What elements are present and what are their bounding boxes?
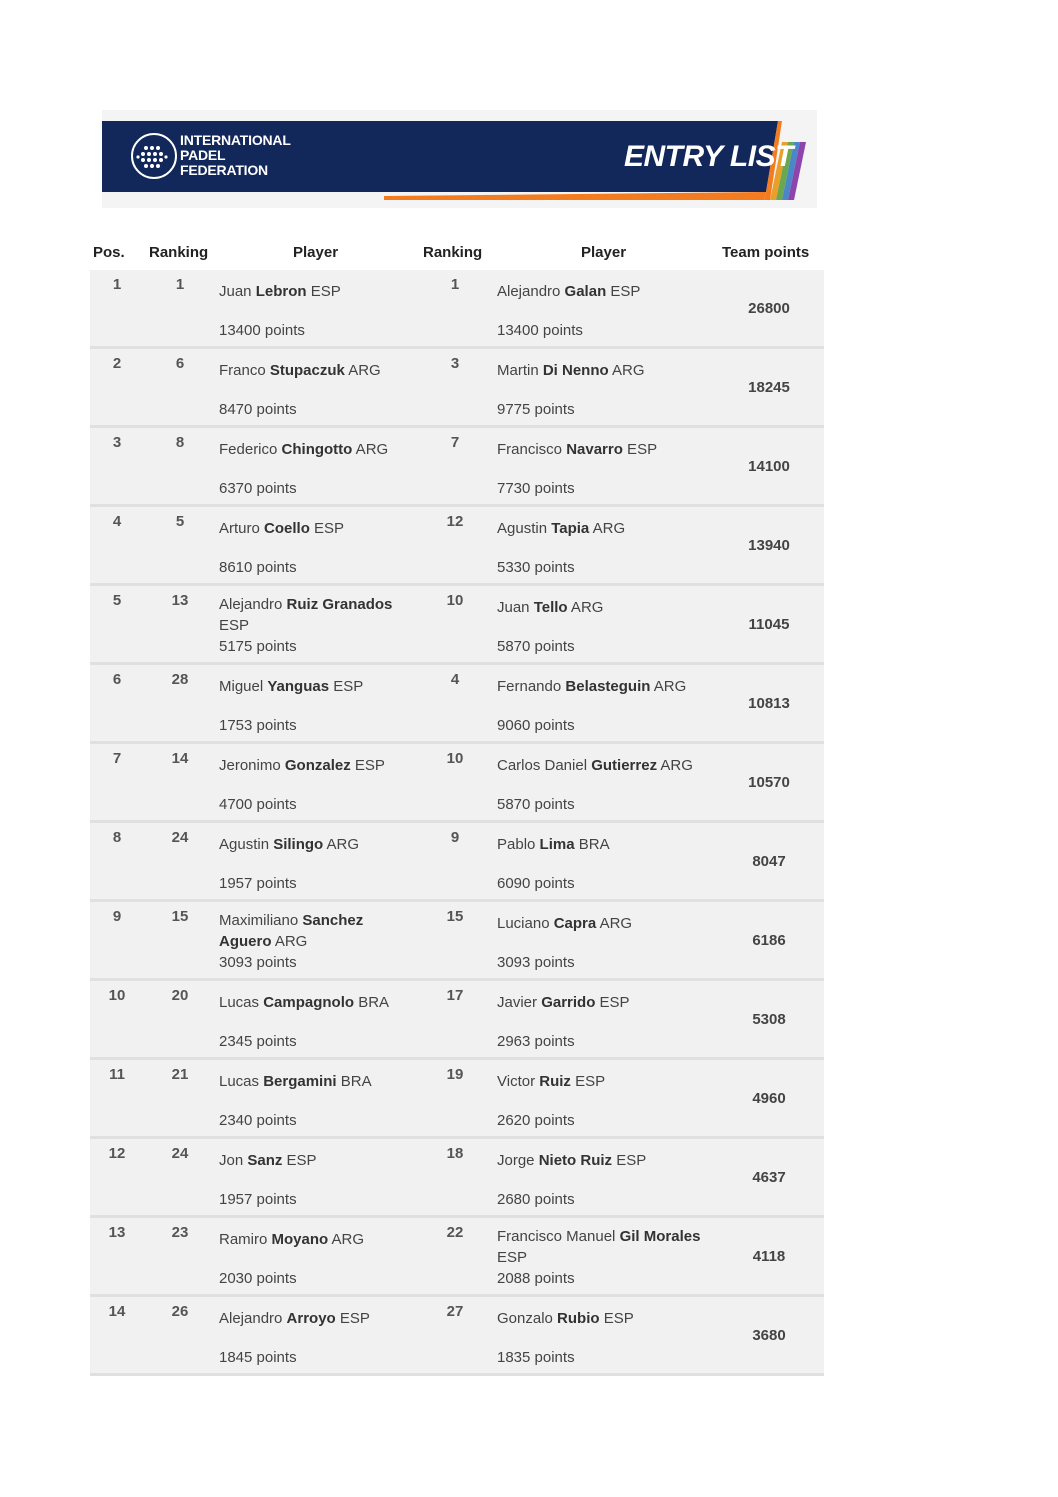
table-row	[90, 1218, 824, 1297]
table-row	[90, 744, 824, 823]
table-row	[90, 270, 824, 349]
player-2-country: ARG	[650, 678, 687, 695]
player-2-last-name: Galan	[564, 283, 607, 300]
ranking-2-cell: 10	[446, 750, 464, 767]
player-2-points: 5870 points	[497, 796, 575, 813]
team-points-cell: 18245	[748, 379, 790, 396]
player-2-first-name: Alejandro	[497, 283, 565, 300]
player-1-points: 4700 points	[219, 796, 297, 813]
player-2-country: ESP	[622, 441, 658, 458]
player-1-last-name: Yanguas	[267, 678, 330, 695]
player-1-country: ESP	[282, 1152, 317, 1169]
ranking-2-cell: 9	[450, 829, 460, 846]
player-2-points: 9060 points	[497, 717, 575, 734]
player-2-first-name: Francisco	[497, 441, 567, 458]
player-2-last-name: Garrido	[541, 994, 596, 1011]
table-row	[90, 823, 824, 902]
player-2-name	[497, 1309, 717, 1329]
ranking-1-cell: 14	[171, 750, 189, 767]
player-1-country: ARG	[323, 836, 360, 853]
player-2-first-name: Francisco Manuel	[497, 1228, 620, 1245]
player-1-points: 1845 points	[219, 1349, 297, 1366]
team-points-cell: 6186	[752, 932, 786, 949]
player-1-country: ESP	[306, 283, 341, 300]
player-2-name	[497, 677, 717, 697]
ranking-1-cell: 1	[175, 276, 185, 293]
player-1-points: 1957 points	[219, 1191, 297, 1208]
table-row	[90, 1139, 824, 1218]
player-2-country: ARG	[589, 520, 626, 537]
logo-line-2: PADEL	[180, 147, 226, 163]
player-2-last-name: Navarro	[566, 441, 623, 458]
player-1-name	[219, 993, 399, 1013]
player-2-name	[497, 282, 717, 302]
team-points-cell: 26800	[748, 300, 790, 317]
ranking-2-cell: 27	[446, 1303, 464, 1320]
pos-cell: 12	[108, 1145, 126, 1162]
ranking-1-cell: 28	[171, 671, 189, 688]
player-2-name	[497, 1151, 717, 1171]
ranking-1-cell: 5	[175, 513, 185, 530]
ranking-1-cell: 24	[171, 829, 189, 846]
player-2-first-name: Pablo	[497, 836, 540, 853]
ranking-1-cell: 23	[171, 1224, 189, 1241]
player-2-points: 2963 points	[497, 1033, 575, 1050]
table-row	[90, 507, 824, 586]
pos-cell: 4	[112, 513, 122, 530]
player-1-points: 2340 points	[219, 1112, 297, 1129]
table-row	[90, 981, 824, 1060]
ranking-1-cell: 13	[171, 592, 189, 609]
player-2-name	[497, 598, 717, 618]
player-2-country: ESP	[606, 283, 641, 300]
team-points-cell: 10813	[748, 695, 790, 712]
pos-cell: 2	[112, 355, 122, 372]
player-1-last-name: Chingotto	[281, 441, 353, 458]
ranking-2-cell: 10	[446, 592, 464, 609]
player-1-last-name: Sanchez Aguero	[219, 912, 364, 950]
pos-cell: 1	[112, 276, 122, 293]
player-2-points: 2680 points	[497, 1191, 575, 1208]
player-2-last-name: Gil Morales	[619, 1228, 701, 1245]
player-1-points: 8610 points	[219, 559, 297, 576]
table-row	[90, 902, 824, 981]
player-1-first-name: Lucas	[219, 994, 264, 1011]
header-player-2: Player	[581, 244, 627, 261]
player-1-country: BRA	[354, 994, 390, 1011]
player-1-points: 2345 points	[219, 1033, 297, 1050]
player-2-name	[497, 440, 717, 460]
player-1-first-name: Federico	[219, 441, 282, 458]
player-2-country: BRA	[574, 836, 610, 853]
player-1-first-name: Maximiliano	[219, 912, 303, 929]
player-1-last-name: Ruiz Granados	[286, 596, 393, 613]
player-1-last-name: Lebron	[255, 283, 307, 300]
player-1-points: 13400 points	[219, 322, 305, 339]
ranking-1-cell: 20	[171, 987, 189, 1004]
player-2-last-name: Di Nenno	[542, 362, 609, 379]
player-2-name	[497, 914, 717, 934]
player-2-first-name: Jorge	[497, 1152, 539, 1169]
ranking-2-cell: 12	[446, 513, 464, 530]
team-points-cell: 5308	[752, 1011, 786, 1028]
entry-list-banner	[102, 110, 817, 208]
player-2-name	[497, 519, 717, 539]
player-2-last-name: Lima	[539, 836, 575, 853]
player-2-last-name: Tello	[533, 599, 568, 616]
player-1-name	[219, 1072, 399, 1092]
player-2-points: 2620 points	[497, 1112, 575, 1129]
player-2-country: ESP	[497, 1249, 528, 1266]
ranking-1-cell: 15	[171, 908, 189, 925]
player-1-country: BRA	[336, 1073, 372, 1090]
player-1-name	[219, 594, 399, 636]
player-1-name	[219, 756, 399, 776]
player-1-last-name: Coello	[264, 520, 310, 537]
player-1-first-name: Franco	[219, 362, 270, 379]
player-2-country: ESP	[570, 1073, 606, 1090]
table-row	[90, 586, 824, 665]
player-1-country: ESP	[329, 678, 364, 695]
ranking-1-cell: 26	[171, 1303, 189, 1320]
player-1-country: ESP	[350, 757, 385, 774]
player-1-first-name: Arturo	[219, 520, 265, 537]
player-1-points: 1753 points	[219, 717, 297, 734]
team-points-cell: 8047	[752, 853, 786, 870]
player-2-last-name: Capra	[553, 915, 597, 932]
federation-logo-text	[180, 133, 291, 178]
player-2-country: ARG	[608, 362, 645, 379]
table-row	[90, 1297, 824, 1376]
player-1-name	[219, 835, 399, 855]
team-points-cell: 10570	[748, 774, 790, 791]
player-2-country: ARG	[567, 599, 604, 616]
player-2-country: ESP	[595, 994, 630, 1011]
player-1-name	[219, 1309, 399, 1329]
header-pos: Pos.	[93, 244, 125, 261]
player-2-points: 1835 points	[497, 1349, 575, 1366]
player-1-last-name: Stupaczuk	[269, 362, 345, 379]
ranking-2-cell: 22	[446, 1224, 464, 1241]
player-1-name	[219, 282, 399, 302]
player-1-country: ARG	[328, 1231, 365, 1248]
header-player-1: Player	[293, 244, 339, 261]
entry-list-title: ENTRY LIST	[624, 140, 793, 173]
player-1-points: 5175 points	[219, 638, 297, 655]
pos-cell: 3	[112, 434, 122, 451]
player-2-last-name: Ruiz	[539, 1073, 571, 1090]
player-2-first-name: Javier	[497, 994, 542, 1011]
pos-cell: 10	[108, 987, 126, 1004]
ranking-2-cell: 1	[450, 276, 460, 293]
player-2-country: ESP	[599, 1310, 634, 1327]
player-1-name	[219, 910, 399, 952]
player-2-name	[497, 361, 717, 381]
player-1-name	[219, 519, 399, 539]
player-2-points: 5870 points	[497, 638, 575, 655]
table-row	[90, 349, 824, 428]
player-1-country: ARG	[271, 933, 308, 950]
logo-line-3: FEDERATION	[180, 162, 268, 178]
player-1-country: ESP	[335, 1310, 370, 1327]
player-1-points: 3093 points	[219, 954, 297, 971]
team-points-cell: 13940	[748, 537, 790, 554]
player-1-first-name: Agustin	[219, 836, 274, 853]
team-points-cell: 14100	[748, 458, 790, 475]
player-1-points: 8470 points	[219, 401, 297, 418]
player-1-name	[219, 361, 399, 381]
pos-cell: 14	[108, 1303, 126, 1320]
player-1-last-name: Arroyo	[286, 1310, 336, 1327]
player-2-name	[497, 835, 717, 855]
team-points-cell: 4637	[752, 1169, 786, 1186]
player-2-points: 9775 points	[497, 401, 575, 418]
pos-cell: 5	[112, 592, 122, 609]
ranking-1-cell: 6	[175, 355, 185, 372]
header-team-points: Team points	[722, 244, 810, 261]
team-points-cell: 4118	[752, 1248, 786, 1265]
player-1-country: ARG	[344, 362, 381, 379]
player-1-last-name: Gonzalez	[284, 757, 351, 774]
player-1-first-name: Lucas	[219, 1073, 264, 1090]
player-2-first-name: Gonzalo	[497, 1310, 558, 1327]
player-2-first-name: Victor	[497, 1073, 540, 1090]
player-1-first-name: Jeronimo	[219, 757, 285, 774]
player-2-points: 13400 points	[497, 322, 583, 339]
ranking-2-cell: 18	[446, 1145, 464, 1162]
player-2-country: ARG	[596, 915, 633, 932]
ranking-2-cell: 17	[446, 987, 464, 1004]
player-2-last-name: Belasteguin	[565, 678, 651, 695]
player-1-last-name: Moyano	[271, 1231, 329, 1248]
header-ranking-1: Ranking	[149, 244, 209, 261]
table-row	[90, 1060, 824, 1139]
ranking-2-cell: 19	[446, 1066, 464, 1083]
pos-cell: 8	[112, 829, 122, 846]
team-points-cell: 3680	[752, 1327, 786, 1344]
player-1-first-name: Miguel	[219, 678, 268, 695]
player-2-last-name: Tapia	[551, 520, 590, 537]
player-2-first-name: Carlos Daniel	[497, 757, 592, 774]
player-1-name	[219, 1230, 399, 1250]
table-row	[90, 665, 824, 744]
logo-line-1: INTERNATIONAL	[180, 132, 291, 148]
ranking-1-cell: 24	[171, 1145, 189, 1162]
player-1-last-name: Bergamini	[263, 1073, 337, 1090]
player-1-country: ESP	[309, 520, 345, 537]
player-2-points: 5330 points	[497, 559, 575, 576]
player-1-name	[219, 677, 399, 697]
player-2-first-name: Luciano	[497, 915, 554, 932]
player-1-last-name: Campagnolo	[263, 994, 355, 1011]
pos-cell: 7	[112, 750, 122, 767]
player-1-country: ESP	[219, 617, 250, 634]
ranking-1-cell: 21	[171, 1066, 189, 1083]
player-2-last-name: Nieto Ruiz	[538, 1152, 613, 1169]
pos-cell: 13	[108, 1224, 126, 1241]
table-body	[90, 270, 824, 1376]
player-1-last-name: Silingo	[273, 836, 324, 853]
player-2-points: 2088 points	[497, 1270, 575, 1287]
player-2-first-name: Martin	[497, 362, 543, 379]
pos-cell: 9	[112, 908, 122, 925]
player-2-last-name: Rubio	[557, 1310, 600, 1327]
ranking-2-cell: 7	[450, 434, 460, 451]
ranking-1-cell: 8	[175, 434, 185, 451]
player-1-name	[219, 440, 399, 460]
ranking-2-cell: 15	[446, 908, 464, 925]
player-2-name	[497, 1072, 717, 1092]
player-1-last-name: Sanz	[247, 1152, 283, 1169]
player-2-name	[497, 993, 717, 1013]
ranking-2-cell: 3	[450, 355, 460, 372]
player-2-points: 7730 points	[497, 480, 575, 497]
player-1-first-name: Ramiro	[219, 1231, 272, 1248]
ranking-2-cell: 4	[450, 671, 460, 688]
player-1-name	[219, 1151, 399, 1171]
team-points-cell: 4960	[752, 1090, 786, 1107]
pos-cell: 11	[109, 1066, 125, 1083]
player-2-first-name: Agustin	[497, 520, 552, 537]
player-2-points: 6090 points	[497, 875, 575, 892]
player-1-country: ARG	[352, 441, 389, 458]
player-2-points: 3093 points	[497, 954, 575, 971]
player-2-country: ESP	[612, 1152, 647, 1169]
pos-cell: 6	[112, 671, 122, 688]
header-ranking-2: Ranking	[423, 244, 483, 261]
player-1-points: 1957 points	[219, 875, 297, 892]
player-2-first-name: Juan	[497, 599, 534, 616]
player-2-last-name: Gutierrez	[591, 757, 658, 774]
player-2-name	[497, 1226, 717, 1268]
table-row	[90, 428, 824, 507]
player-1-first-name: Alejandro	[219, 596, 287, 613]
player-1-first-name: Alejandro	[219, 1310, 287, 1327]
player-1-first-name: Jon	[219, 1152, 248, 1169]
player-2-name	[497, 756, 717, 776]
player-1-first-name: Juan	[219, 283, 256, 300]
table-header	[90, 240, 824, 270]
entry-list-table	[90, 240, 824, 1376]
player-1-points: 2030 points	[219, 1270, 297, 1287]
player-2-first-name: Fernando	[497, 678, 566, 695]
player-2-country: ARG	[657, 757, 693, 774]
team-points-cell: 11045	[748, 616, 790, 633]
player-1-points: 6370 points	[219, 480, 297, 497]
